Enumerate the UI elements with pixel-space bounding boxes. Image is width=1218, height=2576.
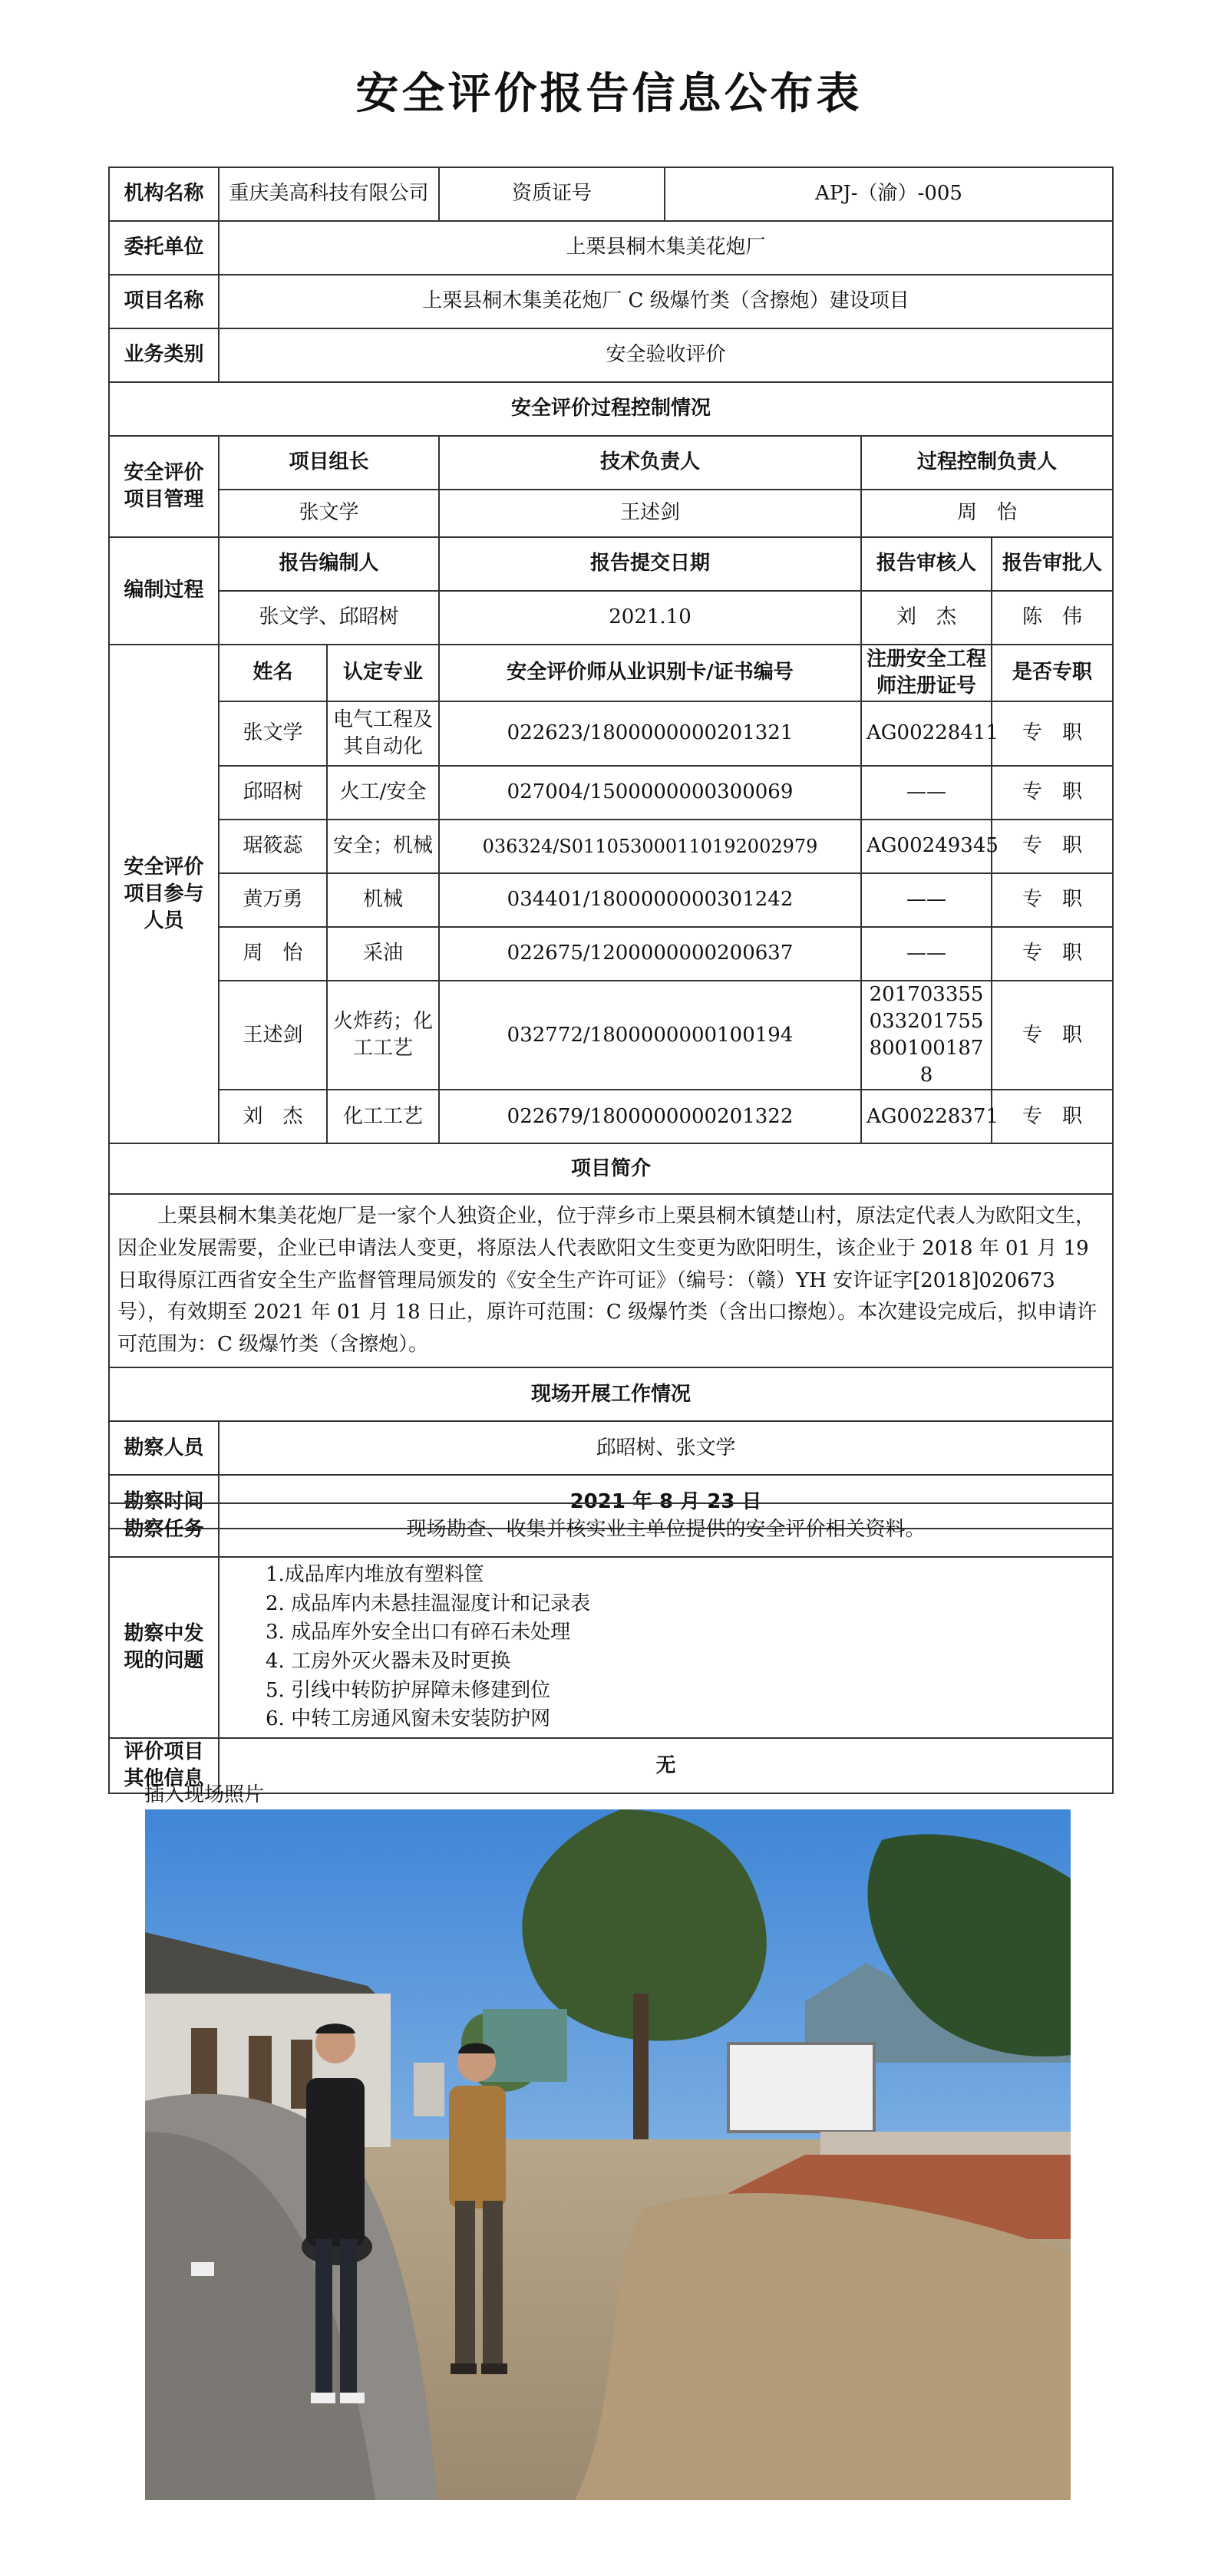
business-value: 安全验收评价 [219, 328, 1113, 382]
participant-major: 化工工艺 [327, 1090, 439, 1143]
page-title: 安全评价报告信息公布表 [355, 69, 863, 119]
process-lead: 周 怡 [861, 490, 1113, 537]
participant-name: 琚筱蕊 [219, 820, 327, 873]
participant-reg: AG00228411 [861, 701, 992, 766]
table-row [109, 1090, 1113, 1143]
participant-fulltime: 专 职 [992, 1090, 1113, 1143]
project-label: 项目名称 [109, 275, 219, 328]
header-compiler: 报告编制人 [219, 537, 439, 591]
intro-text: 上栗县桐木集美花炮厂是一家个人独资企业，位于萍乡市上栗县桐木镇楚山村，原法定代表人为欧阳文生，因企业发展需要，企业已申请法人变更，将原法人代表欧阳文生变更为欧阳明生，该企业于 2018 年 01 月 19 日取得原江西省安全生产监督管理局颁发的《安全生产许可证》（编号：（赣）YH 安许证字[2018]020673 号），有效期至 2021 年 01 月 18 日止，原许可范围：C 级爆竹类（含出口擦炮）。本次建设完成后，拟申请许可范围为：C 级爆竹类（含擦炮）。 [109, 1194, 1113, 1367]
list-item: 2. 成品库内未悬挂温湿度计和记录表 [266, 1591, 591, 1615]
header-card: 安全评价师从业识别卡/证书编号 [439, 645, 861, 701]
list-item: 4. 工房外灭火器未及时更换 [266, 1650, 511, 1674]
info-table [108, 167, 1114, 1529]
list-item: 5. 引线中转防护屏障未修建到位 [266, 1678, 551, 1702]
participant-major: 安全；机械 [327, 820, 439, 873]
management-label: 安全评价项目管理 [109, 436, 219, 537]
header-approver: 报告审批人 [992, 537, 1113, 591]
participant-fulltime: 专 职 [992, 927, 1113, 981]
participant-name: 邱昭树 [219, 766, 327, 820]
org-name-label: 机构名称 [109, 167, 219, 221]
participant-reg: 2017033550332017558001001878 [861, 981, 992, 1090]
participant-major: 电气工程及其自动化 [327, 701, 439, 766]
participant-reg: —— [861, 766, 992, 820]
header-tech-lead: 技术负责人 [439, 436, 861, 490]
header-reg: 注册安全工程师注册证号 [861, 645, 992, 701]
approver: 陈 伟 [992, 591, 1113, 645]
participants-label: 安全评价项目参与人员 [109, 645, 219, 1143]
team-leader: 张文学 [219, 490, 439, 537]
task-label: 勘察任务 [109, 1503, 219, 1557]
reviewer: 刘 杰 [861, 591, 992, 645]
table-row [109, 873, 1113, 927]
participant-fulltime: 专 职 [992, 873, 1113, 927]
submit-date: 2021.10 [439, 591, 861, 645]
participant-fulltime: 专 职 [992, 981, 1113, 1090]
participant-card: 034401/1800000000301242 [439, 873, 861, 927]
tech-lead: 王述剑 [439, 490, 861, 537]
participant-reg: AG00228371 [861, 1090, 992, 1143]
participant-major: 采油 [327, 927, 439, 981]
project-value: 上栗县桐木集美花炮厂 C 级爆竹类（含擦炮）建设项目 [219, 275, 1113, 328]
compiler: 张文学、邱昭树 [219, 591, 439, 645]
header-reviewer: 报告审核人 [861, 537, 992, 591]
process-heading: 安全评价过程控制情况 [109, 382, 1113, 436]
table-row [109, 766, 1113, 820]
survey-time: 2021 年 8 月 23 日 [219, 1475, 1113, 1529]
header-name: 姓名 [219, 645, 327, 701]
table-row [109, 820, 1113, 873]
list-item: 6. 中转工房通风窗未安装防护网 [266, 1707, 551, 1731]
participant-card: 022675/1200000000200637 [439, 927, 861, 981]
table-row [109, 927, 1113, 981]
participant-major: 机械 [327, 873, 439, 927]
table-row [109, 981, 1113, 1090]
surveyors-label: 勘察人员 [109, 1421, 219, 1475]
other-info-label: 评价项目其他信息 [109, 1738, 219, 1793]
participant-fulltime: 专 职 [992, 701, 1113, 766]
header-submit-date: 报告提交日期 [439, 537, 861, 591]
participant-name: 王述剑 [219, 981, 327, 1090]
issues-list [219, 1557, 1113, 1738]
intro-heading: 项目简介 [109, 1143, 1113, 1194]
cert-label: 资质证号 [439, 167, 665, 221]
participant-reg: AG00249345 [861, 820, 992, 873]
survey-table [108, 1502, 1114, 1794]
participant-reg: —— [861, 927, 992, 981]
surveyors: 邱昭树、张文学 [219, 1421, 1113, 1475]
participant-card: 027004/1500000000300069 [439, 766, 861, 820]
participant-name: 刘 杰 [219, 1090, 327, 1143]
business-label: 业务类别 [109, 328, 219, 382]
client-value: 上栗县桐木集美花炮厂 [219, 221, 1113, 275]
participant-fulltime: 专 职 [992, 820, 1113, 873]
participant-major: 火工/安全 [327, 766, 439, 820]
participant-name: 黄万勇 [219, 873, 327, 927]
participant-name: 张文学 [219, 701, 327, 766]
participant-fulltime: 专 职 [992, 766, 1113, 820]
task-value: 现场勘查、收集并核实业主单位提供的安全评价相关资料。 [219, 1503, 1113, 1557]
photo-caption: 插入现场照片 [144, 1783, 265, 1806]
participant-card: 022679/1800000000201322 [439, 1090, 861, 1143]
cert-number: APJ-（渝）-005 [665, 167, 1113, 221]
participant-reg: —— [861, 873, 992, 927]
header-process-lead: 过程控制负责人 [861, 436, 1113, 490]
list-item: 1.成品库内堆放有塑料筐 [266, 1563, 484, 1586]
site-photo [145, 1809, 1071, 2500]
header-team-leader: 项目组长 [219, 436, 439, 490]
site-heading: 现场开展工作情况 [109, 1367, 1113, 1421]
participant-card: 036324/S011053000110192002979 [439, 820, 861, 873]
participant-card: 032772/1800000000100194 [439, 981, 861, 1090]
list-item: 3. 成品库外安全出口有碎石未处理 [266, 1621, 571, 1644]
issues-label: 勘察中发现的问题 [109, 1557, 219, 1738]
other-info: 无 [219, 1738, 1113, 1793]
header-major: 认定专业 [327, 645, 439, 701]
participant-name: 周 怡 [219, 927, 327, 981]
participant-major: 火炸药；化工工艺 [327, 981, 439, 1090]
client-label: 委托单位 [109, 221, 219, 275]
participant-card: 022623/1800000000201321 [439, 701, 861, 766]
table-row [109, 701, 1113, 766]
header-fulltime: 是否专职 [992, 645, 1113, 701]
org-name: 重庆美高科技有限公司 [219, 167, 439, 221]
compile-label: 编制过程 [109, 537, 219, 645]
survey-time-label: 勘察时间 [109, 1475, 219, 1529]
